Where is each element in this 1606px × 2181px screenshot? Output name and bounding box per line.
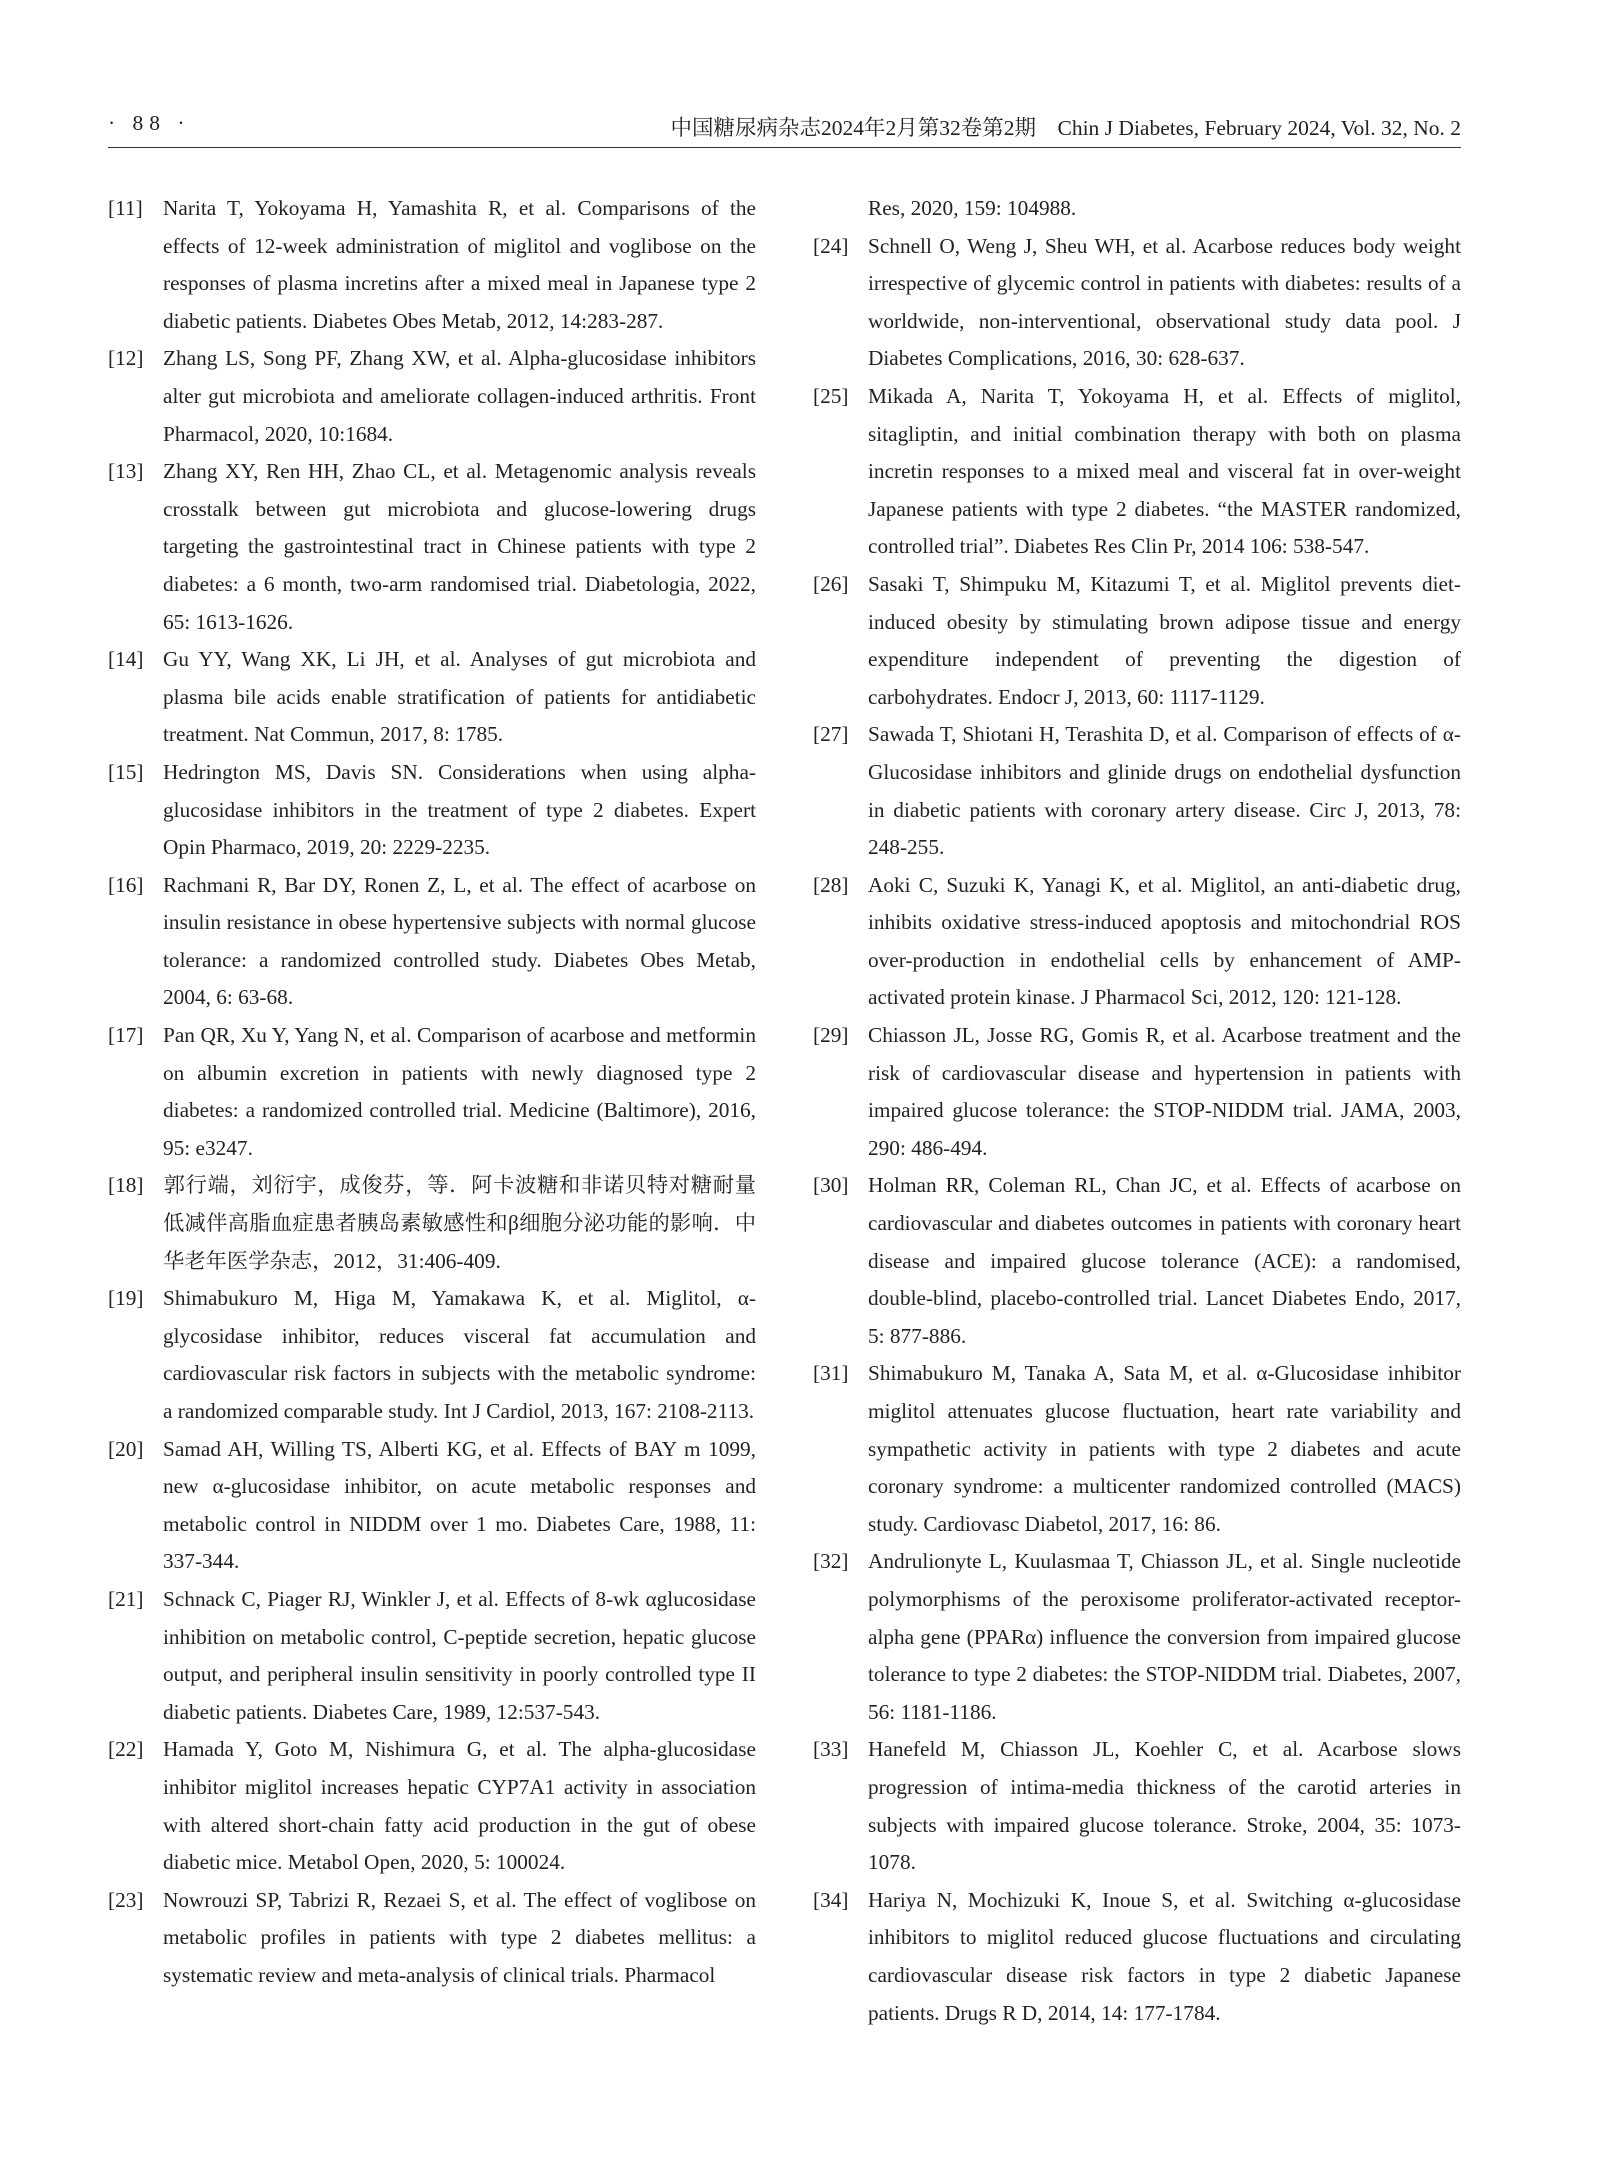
reference-item	[813, 716, 1461, 866]
reference-number: [26]	[813, 571, 849, 596]
reference-number: [18]	[108, 1173, 144, 1198]
reference-text: Andrulionyte L, Kuulasmaa T, Chiasson JL, et al. Single nucleotide polymorphisms of the peroxisome proliferator-activated receptor-alpha gene (PPARα) influence the conversion from impaired glucose tolerance to type 2 diabetes: the STOP-NIDDM trial. Diabetes, 2007, 56: 1181-1186.	[868, 1549, 1461, 1724]
reference-item	[813, 1731, 1461, 1881]
references-left-column	[108, 190, 756, 1995]
reference-item	[108, 1280, 756, 1430]
page-number: · 88 ·	[108, 111, 191, 135]
reference-item	[813, 1355, 1461, 1543]
reference-text: Rachmani R, Bar DY, Ronen Z, L, et al. The effect of acarbose on insulin resistance in obese hypertensive subjects with normal glucose tolerance: a randomized controlled study. Diabetes Obes Metab, 2004, 6: 63-68.	[163, 872, 756, 1010]
reference-text: Zhang LS, Song PF, Zhang XW, et al. Alpha-glucosidase inhibitors alter gut microbiota and ameliorate collagen-induced arthritis. Front Pharmacol, 2020, 10:1684.	[163, 346, 756, 446]
reference-number: [29]	[813, 1023, 849, 1048]
reference-item	[813, 378, 1461, 566]
reference-number: [19]	[108, 1286, 144, 1311]
reference-number: [34]	[813, 1887, 849, 1912]
reference-text: Aoki C, Suzuki K, Yanagi K, et al. Miglitol, an anti-diabetic drug, inhibits oxidative stress-induced apoptosis and mitochondrial ROS over-production in endothelial cells by enhancement of AMP-activated protein kinase. J Pharmacol Sci, 2012, 120: 121-128.	[868, 872, 1461, 1010]
reference-number: [23]	[108, 1887, 144, 1912]
reference-number: [12]	[108, 346, 144, 371]
reference-number: [28]	[813, 872, 849, 897]
reference-text: Hamada Y, Goto M, Nishimura G, et al. The alpha-glucosidase inhibitor miglitol increases hepatic CYP7A1 activity in association with altered short-chain fatty acid production in the gut of obese diabetic mice. Metabol Open, 2020, 5: 100024.	[163, 1737, 756, 1875]
reference-number: [24]	[813, 233, 849, 258]
reference-text: Nowrouzi SP, Tabrizi R, Rezaei S, et al. The effect of voglibose on metabolic profiles in patients with type 2 diabetes mellitus: a systematic review and meta-analysis of clinical trials. Pharmacol	[163, 1887, 756, 1987]
reference-item	[813, 190, 1461, 228]
reference-number: [25]	[813, 383, 849, 408]
reference-text: Shimabukuro M, Tanaka A, Sata M, et al. α-Glucosidase inhibitor miglitol attenuates glucose fluctuation, heart rate variability and sympathetic activity in patients with type 2 diabetes and acute coronary syndrome: a multicenter randomized controlled (MACS) study. Cardiovasc Diabetol, 2017, 16: 86.	[868, 1361, 1461, 1536]
reference-item	[108, 754, 756, 867]
reference-item	[813, 867, 1461, 1017]
reference-item	[108, 1167, 756, 1280]
reference-text: 郭行端，刘衍宇，成俊芬，等．阿卡波糖和非诺贝特对糖耐量低减伴高脂血症患者胰岛素敏感性和β细胞分泌功能的影响．中华老年医学杂志，2012，31:406-409.	[163, 1173, 756, 1273]
reference-item	[813, 228, 1461, 378]
reference-number: [33]	[813, 1737, 849, 1762]
reference-text: Pan QR, Xu Y, Yang N, et al. Comparison of acarbose and metformin on albumin excretion in patients with newly diagnosed type 2 diabetes: a randomized controlled trial. Medicine (Baltimore), 2016, 95: e3247.	[163, 1023, 756, 1160]
reference-number: [14]	[108, 647, 144, 672]
reference-text: Gu YY, Wang XK, Li JH, et al. Analyses of gut microbiota and plasma bile acids enable stratification of patients for antidiabetic treatment. Nat Commun, 2017, 8: 1785.	[163, 647, 756, 747]
reference-item	[108, 1882, 756, 1995]
reference-item	[108, 453, 756, 641]
reference-text: Mikada A, Narita T, Yokoyama H, et al. Effects of miglitol, sitagliptin, and initial combination therapy with both on plasma incretin responses to a mixed meal and visceral fat in over-weight Japanese patients with type 2 diabetes. “the MASTER randomized, controlled trial”. Diabetes Res Clin Pr, 2014 106: 538-547.	[868, 383, 1461, 559]
reference-text: Res, 2020, 159: 104988.	[868, 196, 1077, 220]
reference-number: [16]	[108, 872, 144, 897]
reference-item	[813, 566, 1461, 716]
reference-text: Sasaki T, Shimpuku M, Kitazumi T, et al. Miglitol prevents diet-induced obesity by stimulating brown adipose tissue and energy expenditure independent of preventing the digestion of carbohydrates. Endocr J, 2013, 60: 1117-1129.	[868, 571, 1461, 709]
reference-text: Schnell O, Weng J, Sheu WH, et al. Acarbose reduces body weight irrespective of glycemic control in patients with diabetes: results of a worldwide, non-interventional, observational study data pool. J Diabetes Complications, 2016, 30: 628-637.	[868, 233, 1461, 371]
reference-number: [22]	[108, 1737, 144, 1762]
reference-item	[813, 1882, 1461, 2032]
reference-item	[813, 1167, 1461, 1355]
reference-item	[813, 1017, 1461, 1167]
journal-running-head: 中国糖尿病杂志2024年2月第32卷第2期 Chin J Diabetes, February 2024, Vol. 32, No. 2	[670, 116, 1461, 140]
reference-item	[108, 190, 756, 340]
page-header	[108, 107, 1461, 148]
reference-text: Chiasson JL, Josse RG, Gomis R, et al. Acarbose treatment and the risk of cardiovascular disease and hypertension in patients with impaired glucose tolerance: the STOP-NIDDM trial. JAMA, 2003, 290: 486-494.	[868, 1023, 1461, 1160]
reference-number: [15]	[108, 759, 144, 784]
reference-text: Holman RR, Coleman RL, Chan JC, et al. Effects of acarbose on cardiovascular and diabetes outcomes in patients with coronary heart disease and impaired glucose tolerance (ACE): a randomised, double-blind, placebo-controlled trial. Lancet Diabetes Endo, 2017, 5: 877-886.	[868, 1173, 1461, 1348]
reference-text: Hanefeld M, Chiasson JL, Koehler C, et al. Acarbose slows progression of intima-media thickness of the carotid arteries in subjects with impaired glucose tolerance. Stroke, 2004, 35: 1073-1078.	[868, 1737, 1461, 1875]
reference-text: Shimabukuro M, Higa M, Yamakawa K, et al. Miglitol, α-glycosidase inhibitor, reduces visceral fat accumulation and cardiovascular risk factors in subjects with the metabolic syndrome: a randomized comparable study. Int J Cardiol, 2013, 167: 2108-2113.	[163, 1286, 756, 1423]
reference-text: Hariya N, Mochizuki K, Inoue S, et al. Switching α-glucosidase inhibitors to miglitol reduced glucose fluctuations and circulating cardiovascular disease risk factors in type 2 diabetic Japanese patients. Drugs R D, 2014, 14: 177-1784.	[868, 1887, 1461, 2025]
reference-number: [21]	[108, 1586, 144, 1611]
reference-number: [31]	[813, 1361, 849, 1386]
reference-text: Sawada T, Shiotani H, Terashita D, et al. Comparison of effects of α-Glucosidase inhibitors and glinide drugs on endothelial dysfunction in diabetic patients with coronary artery disease. Circ J, 2013, 78: 248-255.	[868, 722, 1461, 860]
reference-item	[813, 1543, 1461, 1731]
reference-number: [11]	[108, 196, 143, 220]
reference-number: [30]	[813, 1173, 849, 1198]
reference-item	[108, 1431, 756, 1581]
reference-text: Zhang XY, Ren HH, Zhao CL, et al. Metagenomic analysis reveals crosstalk between gut microbiota and glucose-lowering drugs targeting the gastrointestinal tract in Chinese patients with type 2 diabetes: a 6 month, two-arm randomised trial. Diabetologia, 2022, 65: 1613-1626.	[163, 459, 756, 634]
reference-number: [13]	[108, 459, 144, 484]
reference-number: [17]	[108, 1023, 144, 1048]
reference-item	[108, 867, 756, 1017]
reference-text: Schnack C, Piager RJ, Winkler J, et al. Effects of 8-wk αglucosidase inhibition on metabolic control, C-peptide secretion, hepatic glucose output, and peripheral insulin sensitivity in poorly controlled type II diabetic patients. Diabetes Care, 1989, 12:537-543.	[163, 1586, 756, 1724]
reference-item	[108, 1581, 756, 1731]
reference-number: [32]	[813, 1549, 849, 1574]
reference-number: [27]	[813, 722, 849, 747]
reference-text: Narita T, Yokoyama H, Yamashita R, et al. Comparisons of the effects of 12-week administration of miglitol and voglibose on the responses of plasma incretins after a mixed meal in Japanese type 2 diabetic patients. Diabetes Obes Metab, 2012, 14:283-287.	[163, 196, 756, 333]
reference-text: Samad AH, Willing TS, Alberti KG, et al. Effects of BAY m 1099, new α-glucosidase inhibitor, on acute metabolic responses and metabolic control in NIDDM over 1 mo. Diabetes Care, 1988, 11: 337-344.	[163, 1436, 756, 1574]
reference-item	[108, 340, 756, 453]
reference-item	[108, 1017, 756, 1167]
reference-item	[108, 1731, 756, 1881]
references-right-column	[813, 190, 1461, 2032]
reference-text: Hedrington MS, Davis SN. Considerations when using alpha-glucosidase inhibitors in the treatment of type 2 diabetes. Expert Opin Pharmaco, 2019, 20: 2229-2235.	[163, 759, 756, 860]
reference-item	[108, 641, 756, 754]
reference-number: [20]	[108, 1436, 144, 1461]
